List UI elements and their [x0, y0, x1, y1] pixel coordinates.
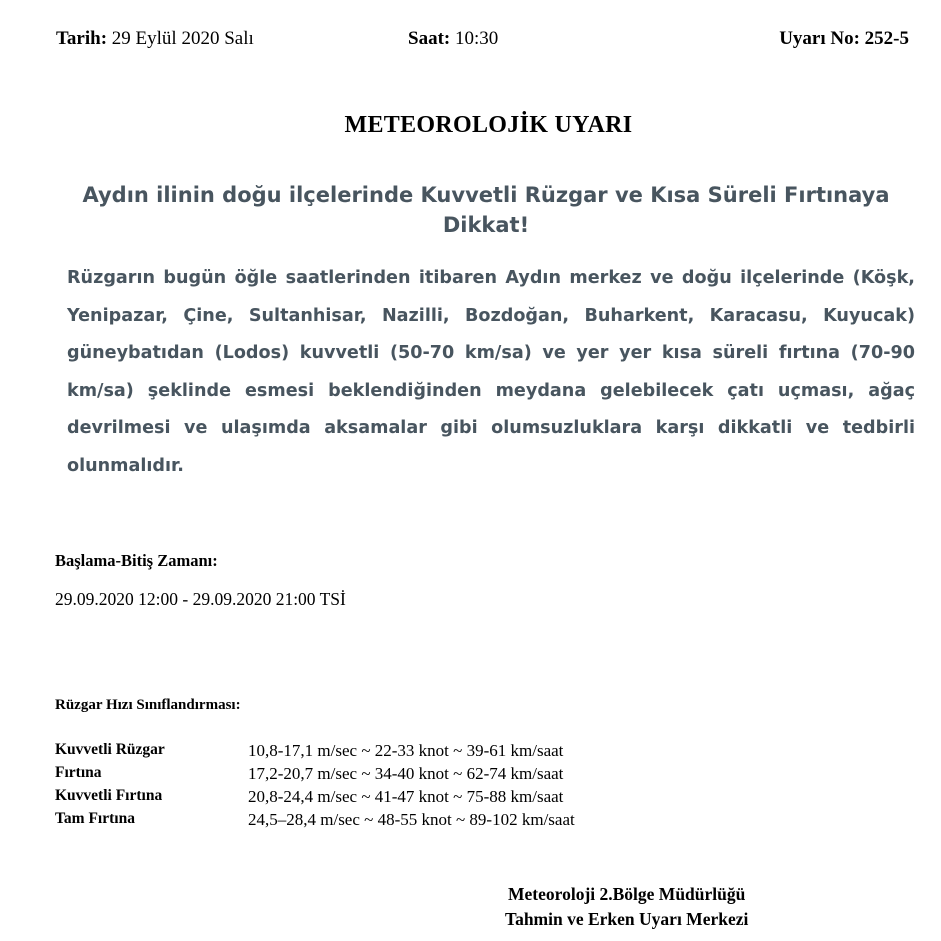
header-time — [408, 28, 498, 50]
time-label: Saat: — [408, 28, 451, 49]
wind-class-name: Kuvvetli Fırtına — [55, 787, 163, 804]
wind-class-value: 20,8-24,4 m/sec ~ 41-47 knot ~ 75-88 km/saat — [248, 787, 564, 806]
warning-body: Rüzgarın bugün öğle saatlerinden itibaren Aydın merkez ve doğu ilçelerinde (Köşk, Yenipazar, Çine, Sultanhisar, Nazilli, Bozdoğan, Buharkent, Karacasu, Kuyucak) güneybatıdan (Lodos) kuvvetli (50-70 km/sa) ve yer yer kısa süreli fırtına (70-90 km/sa) şeklinde esmesi beklendiğinden meydana gelebilecek çatı uçması, ağaç devrilmesi ve ulaşımda aksamalar gibi olumsuzluklara karşı dikkatli ve tedbirli olunmalıdır. — [67, 268, 915, 476]
signature-line-2: Tahmin ve Erken Uyarı Merkezi — [505, 909, 749, 929]
date-label: Tarih: — [56, 28, 108, 49]
page-title: METEOROLOJİK UYARI — [344, 112, 633, 138]
wind-class-name: Fırtına — [55, 764, 102, 781]
time-value: 10:30 — [454, 28, 499, 49]
wind-class-name: Tam Fırtına — [55, 810, 135, 827]
warning-subtitle: Aydın ilinin doğu ilçelerinde Kuvvetli Rüzgar ve Kısa Süreli Fırtınaya Dikkat! — [82, 183, 890, 237]
signature-line-1: Meteoroloji 2.Bölge Müdürlüğü — [508, 884, 746, 904]
period-label: Başlama-Bitiş Zamanı: — [55, 551, 218, 570]
warning-no-value: 252-5 — [864, 28, 909, 49]
header-warning-number — [779, 28, 909, 50]
wind-class-value: 24,5–28,4 m/sec ~ 48-55 knot ~ 89-102 km/saat — [248, 810, 575, 829]
wind-classification-label: Rüzgar Hızı Sınıflandırması: — [55, 697, 241, 713]
header-date — [56, 28, 254, 50]
wind-class-value: 10,8-17,1 m/sec ~ 22-33 knot ~ 39-61 km/saat — [248, 741, 564, 760]
wind-class-name: Kuvvetli Rüzgar — [55, 741, 165, 758]
date-value: 29 Eylül 2020 Salı — [111, 28, 254, 49]
wind-class-value: 17,2-20,7 m/sec ~ 34-40 knot ~ 62-74 km/saat — [248, 764, 564, 783]
warning-no-label: Uyarı No: — [779, 28, 860, 49]
period-value: 29.09.2020 12:00 - 29.09.2020 21:00 TSİ — [55, 589, 346, 609]
